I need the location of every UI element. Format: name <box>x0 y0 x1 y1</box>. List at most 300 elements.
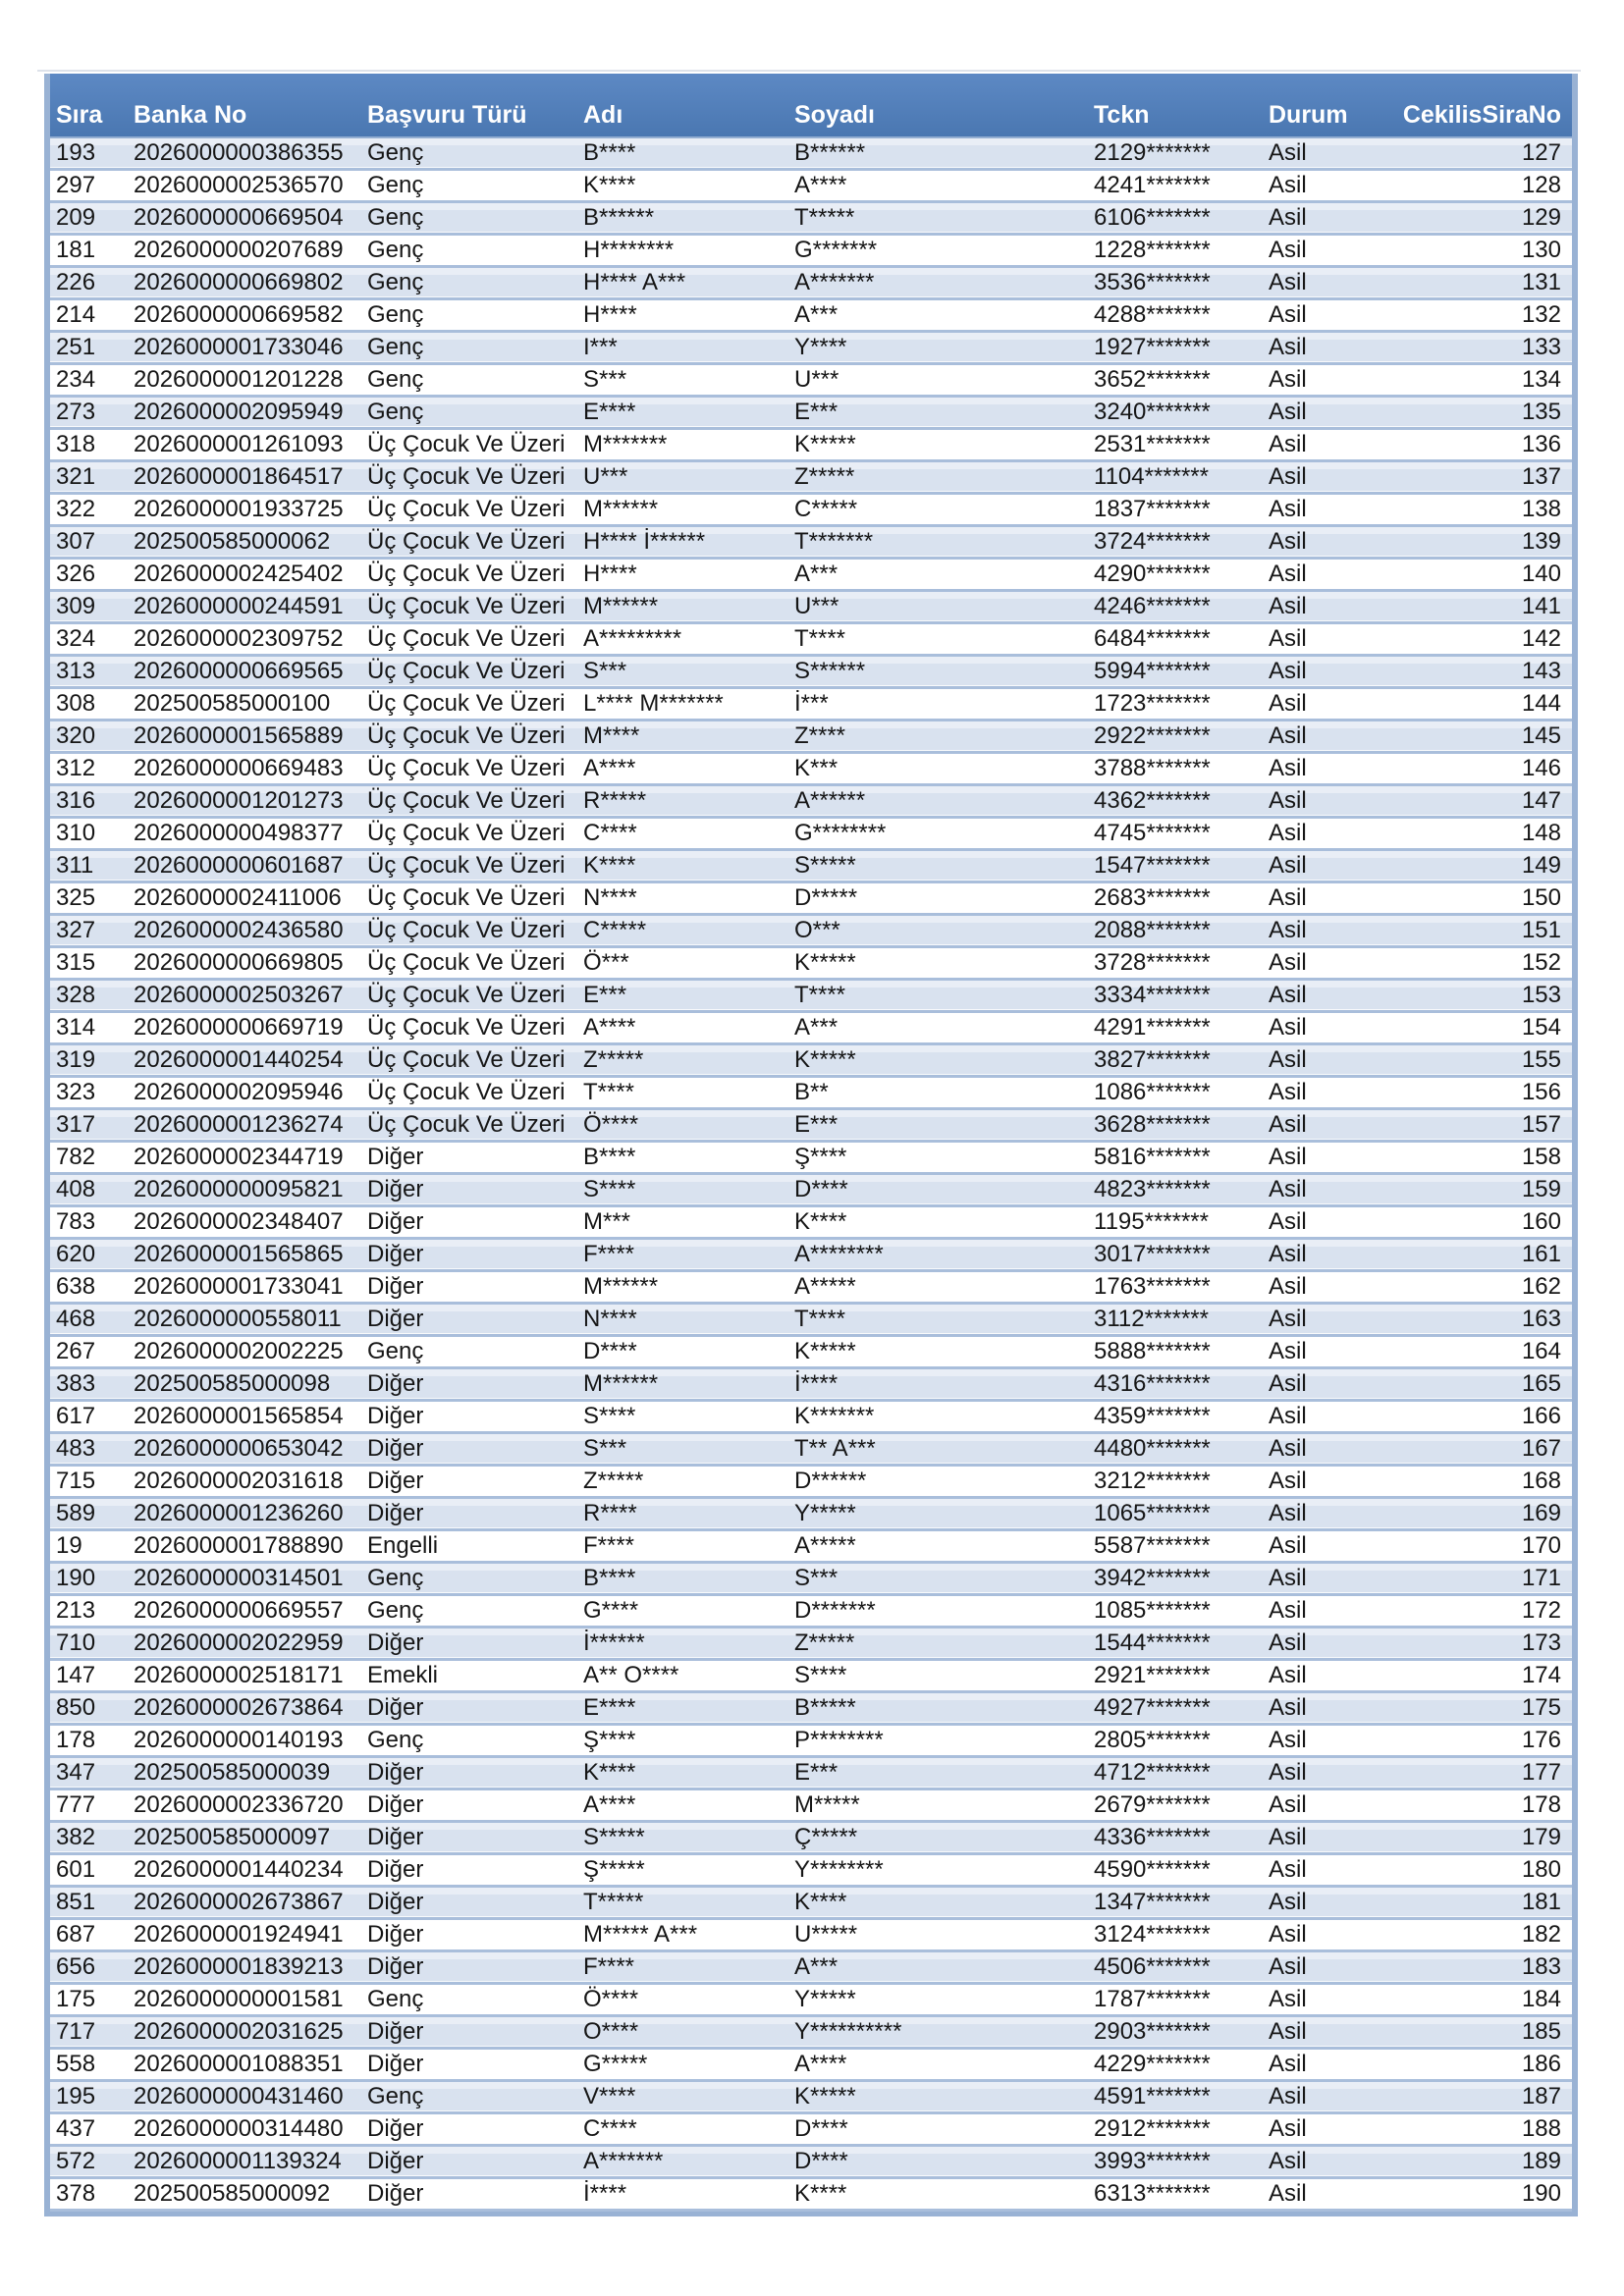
cell-soyadi: S**** <box>794 1662 847 1688</box>
table-row <box>50 1240 1572 1272</box>
cell-adi: H**** <box>583 301 637 328</box>
cell-banka-no: 2026000000314480 <box>134 2115 344 2142</box>
cell-sira: 687 <box>56 1921 96 1948</box>
cell-cekilis-sira-no: 162 <box>1521 1273 1561 1300</box>
cell-banka-no: 2026000000095821 <box>134 1176 344 1202</box>
cell-soyadi: A****** <box>794 787 866 814</box>
cell-soyadi: A**** <box>794 172 847 198</box>
cell-sira: 147 <box>56 1662 96 1688</box>
cell-soyadi: S*** <box>794 1565 839 1591</box>
cell-sira: 251 <box>56 334 96 360</box>
cell-adi: S**** <box>583 1176 636 1202</box>
cell-sira: 468 <box>56 1306 96 1332</box>
cell-cekilis-sira-no: 169 <box>1521 1500 1561 1526</box>
cell-soyadi: T***** <box>794 204 855 231</box>
cell-adi: İ****** <box>583 1629 645 1656</box>
cell-soyadi: K***** <box>794 2083 856 2109</box>
cell-adi: M*** <box>583 1208 631 1235</box>
table-row <box>50 365 1572 398</box>
table-row <box>50 1726 1572 1758</box>
cell-adi: M****** <box>583 1370 659 1397</box>
cell-adi: İ**** <box>583 2180 627 2207</box>
cell-sira: 308 <box>56 690 96 717</box>
cell-durum: Asil <box>1269 496 1307 522</box>
cell-basvuru-turu: Üç Çocuk Ve Üzeri <box>367 625 566 652</box>
cell-soyadi: U*** <box>794 366 839 393</box>
cell-soyadi: K**** <box>794 1208 847 1235</box>
cell-soyadi: D**** <box>794 1176 848 1202</box>
cell-cekilis-sira-no: 164 <box>1521 1338 1561 1364</box>
cell-tckn: 4506******* <box>1094 1953 1211 1980</box>
table-row <box>50 203 1572 236</box>
cell-tckn: 4590******* <box>1094 1856 1211 1883</box>
cell-sira: 777 <box>56 1791 96 1818</box>
cell-tckn: 4241******* <box>1094 172 1211 198</box>
cell-tckn: 4927******* <box>1094 1694 1211 1721</box>
cell-sira: 310 <box>56 820 96 846</box>
cell-adi: I*** <box>583 334 618 360</box>
cell-basvuru-turu: Üç Çocuk Ve Üzeri <box>367 431 566 457</box>
cell-soyadi: Y********** <box>794 2018 902 2045</box>
cell-basvuru-turu: Emekli <box>367 1662 439 1688</box>
table-row <box>50 1305 1572 1337</box>
cell-basvuru-turu: Diğer <box>367 1791 424 1818</box>
cell-sira: 273 <box>56 399 96 425</box>
cell-soyadi: C***** <box>794 496 858 522</box>
table-row <box>50 1952 1572 1985</box>
table-row <box>50 1434 1572 1467</box>
column-header-cekilis-sira-no: CekilisSiraNo <box>1402 101 1561 129</box>
cell-banka-no: 2026000000669557 <box>134 1597 344 1624</box>
cell-soyadi: K**** <box>794 2180 847 2207</box>
cell-sira: 322 <box>56 496 96 522</box>
cell-durum: Asil <box>1269 1468 1307 1494</box>
cell-tckn: 2088******* <box>1094 917 1211 943</box>
cell-cekilis-sira-no: 171 <box>1521 1565 1561 1591</box>
cell-adi: N**** <box>583 1306 637 1332</box>
cell-basvuru-turu: Genç <box>367 269 424 295</box>
table-row <box>50 754 1572 786</box>
cell-tckn: 4359******* <box>1094 1403 1211 1429</box>
cell-tckn: 3334******* <box>1094 982 1211 1008</box>
cell-soyadi: M***** <box>794 1791 860 1818</box>
cell-soyadi: İ**** <box>794 1370 839 1397</box>
table-row <box>50 1693 1572 1726</box>
cell-banka-no: 202500585000039 <box>134 1759 331 1786</box>
cell-cekilis-sira-no: 130 <box>1521 237 1561 263</box>
cell-tckn: 4290******* <box>1094 561 1211 587</box>
cell-adi: G**** <box>583 1597 639 1624</box>
cell-cekilis-sira-no: 149 <box>1521 852 1561 879</box>
cell-adi: M****** <box>583 1273 659 1300</box>
cell-adi: M**** <box>583 722 640 749</box>
cell-banka-no: 2026000001839213 <box>134 1953 344 1980</box>
table-row <box>50 1272 1572 1305</box>
cell-tckn: 3724******* <box>1094 528 1211 555</box>
cell-sira: 181 <box>56 237 96 263</box>
cell-tckn: 3212******* <box>1094 1468 1211 1494</box>
cell-soyadi: S***** <box>794 852 856 879</box>
cell-durum: Asil <box>1269 820 1307 846</box>
cell-adi: H******** <box>583 237 675 263</box>
cell-sira: 589 <box>56 1500 96 1526</box>
table-row <box>50 1985 1572 2017</box>
cell-durum: Asil <box>1269 1403 1307 1429</box>
cell-sira: 620 <box>56 1241 96 1267</box>
cell-cekilis-sira-no: 155 <box>1521 1046 1561 1073</box>
cell-sira: 558 <box>56 2051 96 2077</box>
table-row <box>50 1402 1572 1434</box>
table-row <box>50 1045 1572 1078</box>
cell-basvuru-turu: Diğer <box>367 2180 424 2207</box>
cell-adi: A******* <box>583 2148 664 2174</box>
table-row <box>50 916 1572 948</box>
cell-soyadi: O*** <box>794 917 840 943</box>
cell-soyadi: B***** <box>794 1694 856 1721</box>
cell-basvuru-turu: Diğer <box>367 1241 424 1267</box>
cell-banka-no: 2026000000140193 <box>134 1727 344 1753</box>
cell-durum: Asil <box>1269 2115 1307 2142</box>
cell-adi: Ö**** <box>583 1986 639 2012</box>
cell-banka-no: 2026000000669504 <box>134 204 344 231</box>
cell-tckn: 4823******* <box>1094 1176 1211 1202</box>
cell-durum: Asil <box>1269 1791 1307 1818</box>
cell-sira: 317 <box>56 1111 96 1138</box>
cell-durum: Asil <box>1269 787 1307 814</box>
cell-durum: Asil <box>1269 2148 1307 2174</box>
cell-sira: 311 <box>56 852 94 879</box>
cell-cekilis-sira-no: 177 <box>1521 1759 1561 1786</box>
cell-durum: Asil <box>1269 690 1307 717</box>
cell-soyadi: T**** <box>794 1306 846 1332</box>
table-row <box>50 657 1572 689</box>
cell-durum: Asil <box>1269 237 1307 263</box>
cell-cekilis-sira-no: 187 <box>1521 2083 1561 2109</box>
cell-soyadi: K***** <box>794 431 856 457</box>
cell-adi: E*** <box>583 982 627 1008</box>
cell-basvuru-turu: Genç <box>367 172 424 198</box>
cell-tckn: 3652******* <box>1094 366 1211 393</box>
cell-banka-no: 2026000001733046 <box>134 334 344 360</box>
cell-basvuru-turu: Diğer <box>367 1953 424 1980</box>
cell-adi: S**** <box>583 1403 636 1429</box>
cell-durum: Asil <box>1269 1306 1307 1332</box>
cell-cekilis-sira-no: 143 <box>1521 658 1561 684</box>
cell-tckn: 1195******* <box>1094 1208 1209 1235</box>
cell-sira: 851 <box>56 1889 96 1915</box>
cell-soyadi: Y******** <box>794 1856 884 1883</box>
cell-durum: Asil <box>1269 1014 1307 1041</box>
cell-durum: Asil <box>1269 1435 1307 1462</box>
cell-banka-no: 2026000002031618 <box>134 1468 344 1494</box>
cell-soyadi: Z**** <box>794 722 846 749</box>
cell-sira: 178 <box>56 1727 96 1753</box>
cell-basvuru-turu: Diğer <box>367 1435 424 1462</box>
table-row <box>50 495 1572 527</box>
cell-tckn: 6106******* <box>1094 204 1211 231</box>
cell-banka-no: 2026000002518171 <box>134 1662 344 1688</box>
cell-banka-no: 2026000000314501 <box>134 1565 344 1591</box>
cell-tckn: 4745******* <box>1094 820 1211 846</box>
cell-soyadi: D***** <box>794 884 858 911</box>
cell-soyadi: U***** <box>794 1921 858 1948</box>
cell-durum: Asil <box>1269 1532 1307 1559</box>
cell-banka-no: 2026000002503267 <box>134 982 344 1008</box>
cell-basvuru-turu: Diğer <box>367 1176 424 1202</box>
cell-basvuru-turu: Diğer <box>367 1824 424 1850</box>
cell-adi: T**** <box>583 1079 635 1105</box>
cell-durum: Asil <box>1269 1629 1307 1656</box>
cell-cekilis-sira-no: 134 <box>1521 366 1561 393</box>
cell-basvuru-turu: Genç <box>367 334 424 360</box>
table-row <box>50 1369 1572 1402</box>
cell-durum: Asil <box>1269 1144 1307 1170</box>
table-row <box>50 1564 1572 1596</box>
cell-cekilis-sira-no: 142 <box>1521 625 1561 652</box>
cell-sira: 327 <box>56 917 96 943</box>
cell-soyadi: K***** <box>794 1338 856 1364</box>
cell-durum: Asil <box>1269 1111 1307 1138</box>
cell-banka-no: 2026000001565889 <box>134 722 344 749</box>
cell-banka-no: 2026000000001581 <box>134 1986 344 2012</box>
cell-basvuru-turu: Üç Çocuk Ve Üzeri <box>367 658 566 684</box>
cell-soyadi: Ş**** <box>794 1144 847 1170</box>
cell-soyadi: G******** <box>794 820 887 846</box>
cell-cekilis-sira-no: 154 <box>1521 1014 1561 1041</box>
cell-sira: 313 <box>56 658 96 684</box>
cell-banka-no: 202500585000097 <box>134 1824 331 1850</box>
cell-soyadi: G******* <box>794 237 878 263</box>
cell-adi: B****** <box>583 204 655 231</box>
cell-basvuru-turu: Üç Çocuk Ve Üzeri <box>367 1111 566 1138</box>
cell-durum: Asil <box>1269 1759 1307 1786</box>
cell-adi: C**** <box>583 820 637 846</box>
cell-basvuru-turu: Genç <box>367 399 424 425</box>
cell-cekilis-sira-no: 184 <box>1521 1986 1561 2012</box>
table-row <box>50 560 1572 592</box>
cell-adi: N**** <box>583 884 637 911</box>
table-row <box>50 2082 1572 2114</box>
cell-soyadi: E*** <box>794 1759 839 1786</box>
cell-durum: Asil <box>1269 301 1307 328</box>
cell-adi: K**** <box>583 172 636 198</box>
cell-banka-no: 2026000001440234 <box>134 1856 344 1883</box>
cell-tckn: 6484******* <box>1094 625 1211 652</box>
cell-adi: Z***** <box>583 1046 644 1073</box>
cell-basvuru-turu: Diğer <box>367 1856 424 1883</box>
cell-cekilis-sira-no: 176 <box>1521 1727 1561 1753</box>
cell-tckn: 3017******* <box>1094 1241 1211 1267</box>
cell-cekilis-sira-no: 182 <box>1521 1921 1561 1948</box>
cell-tckn: 4246******* <box>1094 593 1211 619</box>
cell-banka-no: 2026000000207689 <box>134 237 344 263</box>
cell-tckn: 2922******* <box>1094 722 1211 749</box>
table-row <box>50 592 1572 624</box>
cell-durum: Asil <box>1269 2180 1307 2207</box>
cell-soyadi: B****** <box>794 139 866 166</box>
cell-sira: 214 <box>56 301 96 328</box>
cell-banka-no: 2026000001788890 <box>134 1532 344 1559</box>
cell-banka-no: 2026000002673864 <box>134 1694 344 1721</box>
cell-basvuru-turu: Diğer <box>367 2148 424 2174</box>
cell-banka-no: 2026000001924941 <box>134 1921 344 1948</box>
cell-adi: D**** <box>583 1338 637 1364</box>
cell-soyadi: Z***** <box>794 1629 855 1656</box>
cell-basvuru-turu: Genç <box>367 2083 424 2109</box>
cell-banka-no: 2026000000669582 <box>134 301 344 328</box>
cell-sira: 297 <box>56 172 96 198</box>
cell-durum: Asil <box>1269 1597 1307 1624</box>
cell-banka-no: 2026000002095946 <box>134 1079 344 1105</box>
cell-adi: A** O**** <box>583 1662 679 1688</box>
cell-cekilis-sira-no: 145 <box>1521 722 1561 749</box>
cell-tckn: 1086******* <box>1094 1079 1211 1105</box>
cell-cekilis-sira-no: 138 <box>1521 496 1561 522</box>
table-row <box>50 1596 1572 1629</box>
column-header-tckn: Tckn <box>1094 101 1150 129</box>
cell-cekilis-sira-no: 181 <box>1521 1889 1561 1915</box>
table-row <box>50 1078 1572 1110</box>
cell-sira: 318 <box>56 431 96 457</box>
cell-sira: 316 <box>56 787 96 814</box>
cell-durum: Asil <box>1269 1079 1307 1105</box>
cell-basvuru-turu: Üç Çocuk Ve Üzeri <box>367 1079 566 1105</box>
cell-basvuru-turu: Genç <box>367 237 424 263</box>
cell-sira: 638 <box>56 1273 96 1300</box>
cell-durum: Asil <box>1269 561 1307 587</box>
cell-adi: C**** <box>583 2115 637 2142</box>
cell-adi: B**** <box>583 1144 636 1170</box>
cell-adi: E**** <box>583 399 636 425</box>
cell-durum: Asil <box>1269 884 1307 911</box>
table-header-row <box>50 74 1572 138</box>
cell-cekilis-sira-no: 166 <box>1521 1403 1561 1429</box>
cell-banka-no: 2026000001261093 <box>134 431 344 457</box>
cell-sira: 325 <box>56 884 96 911</box>
table-row <box>50 1758 1572 1790</box>
cell-banka-no: 2026000001201228 <box>134 366 344 393</box>
table-row <box>50 1823 1572 1855</box>
cell-soyadi: K*** <box>794 755 839 781</box>
cell-banka-no: 2026000001139324 <box>134 2148 342 2174</box>
cell-sira: 617 <box>56 1403 96 1429</box>
cell-soyadi: U*** <box>794 593 839 619</box>
cell-adi: Ö*** <box>583 949 629 976</box>
cell-banka-no: 2026000001565854 <box>134 1403 344 1429</box>
cell-soyadi: E*** <box>794 399 839 425</box>
cell-durum: Asil <box>1269 1727 1307 1753</box>
cell-adi: S***** <box>583 1824 645 1850</box>
cell-tckn: 4288******* <box>1094 301 1211 328</box>
cell-tckn: 3993******* <box>1094 2148 1211 2174</box>
cell-durum: Asil <box>1269 1662 1307 1688</box>
cell-adi: Z***** <box>583 1468 644 1494</box>
cell-basvuru-turu: Engelli <box>367 1532 439 1559</box>
cell-basvuru-turu: Diğer <box>367 1500 424 1526</box>
cell-adi: S*** <box>583 1435 627 1462</box>
cell-tckn: 1723******* <box>1094 690 1211 717</box>
cell-durum: Asil <box>1269 366 1307 393</box>
cell-basvuru-turu: Genç <box>367 301 424 328</box>
lottery-results-table <box>44 74 1578 2216</box>
cell-banka-no: 2026000002031625 <box>134 2018 344 2045</box>
table-row <box>50 1920 1572 1952</box>
cell-basvuru-turu: Üç Çocuk Ve Üzeri <box>367 463 566 490</box>
cell-tckn: 6313******* <box>1094 2180 1211 2207</box>
cell-banka-no: 2026000002002225 <box>134 1338 344 1364</box>
cell-sira: 328 <box>56 982 96 1008</box>
cell-adi: H**** İ****** <box>583 528 706 555</box>
cell-cekilis-sira-no: 159 <box>1521 1176 1561 1202</box>
cell-durum: Asil <box>1269 755 1307 781</box>
cell-soyadi: İ*** <box>794 690 829 717</box>
table-row <box>50 786 1572 819</box>
cell-basvuru-turu: Üç Çocuk Ve Üzeri <box>367 852 566 879</box>
cell-soyadi: K**** <box>794 1889 847 1915</box>
cell-sira: 323 <box>56 1079 96 1105</box>
cell-sira: 175 <box>56 1986 96 2012</box>
cell-cekilis-sira-no: 190 <box>1521 2180 1561 2207</box>
cell-cekilis-sira-no: 180 <box>1521 1856 1561 1883</box>
table-row <box>50 430 1572 462</box>
cell-sira: 314 <box>56 1014 96 1041</box>
cell-durum: Asil <box>1269 1986 1307 2012</box>
cell-banka-no: 2026000000601687 <box>134 852 344 879</box>
cell-sira: 347 <box>56 1759 96 1786</box>
cell-durum: Asil <box>1269 1500 1307 1526</box>
cell-durum: Asil <box>1269 1889 1307 1915</box>
cell-banka-no: 2026000000669483 <box>134 755 344 781</box>
cell-banka-no: 2026000001201273 <box>134 787 344 814</box>
cell-tckn: 4229******* <box>1094 2051 1211 2077</box>
table-row <box>50 1013 1572 1045</box>
cell-basvuru-turu: Üç Çocuk Ve Üzeri <box>367 884 566 911</box>
cell-banka-no: 2026000000669805 <box>134 949 344 976</box>
cell-sira: 710 <box>56 1629 96 1656</box>
table-row <box>50 1790 1572 1823</box>
cell-basvuru-turu: Genç <box>367 1986 424 2012</box>
cell-durum: Asil <box>1269 1856 1307 1883</box>
cell-banka-no: 2026000002436580 <box>134 917 344 943</box>
cell-soyadi: D**** <box>794 2115 848 2142</box>
cell-banka-no: 2026000002425402 <box>134 561 344 587</box>
cell-tckn: 2805******* <box>1094 1727 1211 1753</box>
cell-basvuru-turu: Diğer <box>367 2115 424 2142</box>
cell-adi: Ö**** <box>583 1111 639 1138</box>
cell-durum: Asil <box>1269 1273 1307 1300</box>
cell-basvuru-turu: Genç <box>367 204 424 231</box>
cell-sira: 213 <box>56 1597 96 1624</box>
table-top-edge <box>37 70 1581 72</box>
cell-banka-no: 2026000001236274 <box>134 1111 344 1138</box>
table-row <box>50 2050 1572 2082</box>
cell-banka-no: 202500585000092 <box>134 2180 331 2207</box>
cell-tckn: 1065******* <box>1094 1500 1211 1526</box>
cell-banka-no: 2026000002536570 <box>134 172 344 198</box>
cell-cekilis-sira-no: 141 <box>1521 593 1561 619</box>
cell-cekilis-sira-no: 178 <box>1521 1791 1561 1818</box>
cell-soyadi: A*** <box>794 1953 839 1980</box>
cell-cekilis-sira-no: 173 <box>1521 1629 1561 1656</box>
cell-adi: M****** <box>583 593 659 619</box>
cell-cekilis-sira-no: 133 <box>1521 334 1561 360</box>
cell-cekilis-sira-no: 167 <box>1521 1435 1561 1462</box>
cell-durum: Asil <box>1269 1565 1307 1591</box>
cell-banka-no: 2026000002673867 <box>134 1889 344 1915</box>
cell-adi: A**** <box>583 1791 636 1818</box>
cell-durum: Asil <box>1269 172 1307 198</box>
cell-banka-no: 2026000001864517 <box>134 463 344 490</box>
